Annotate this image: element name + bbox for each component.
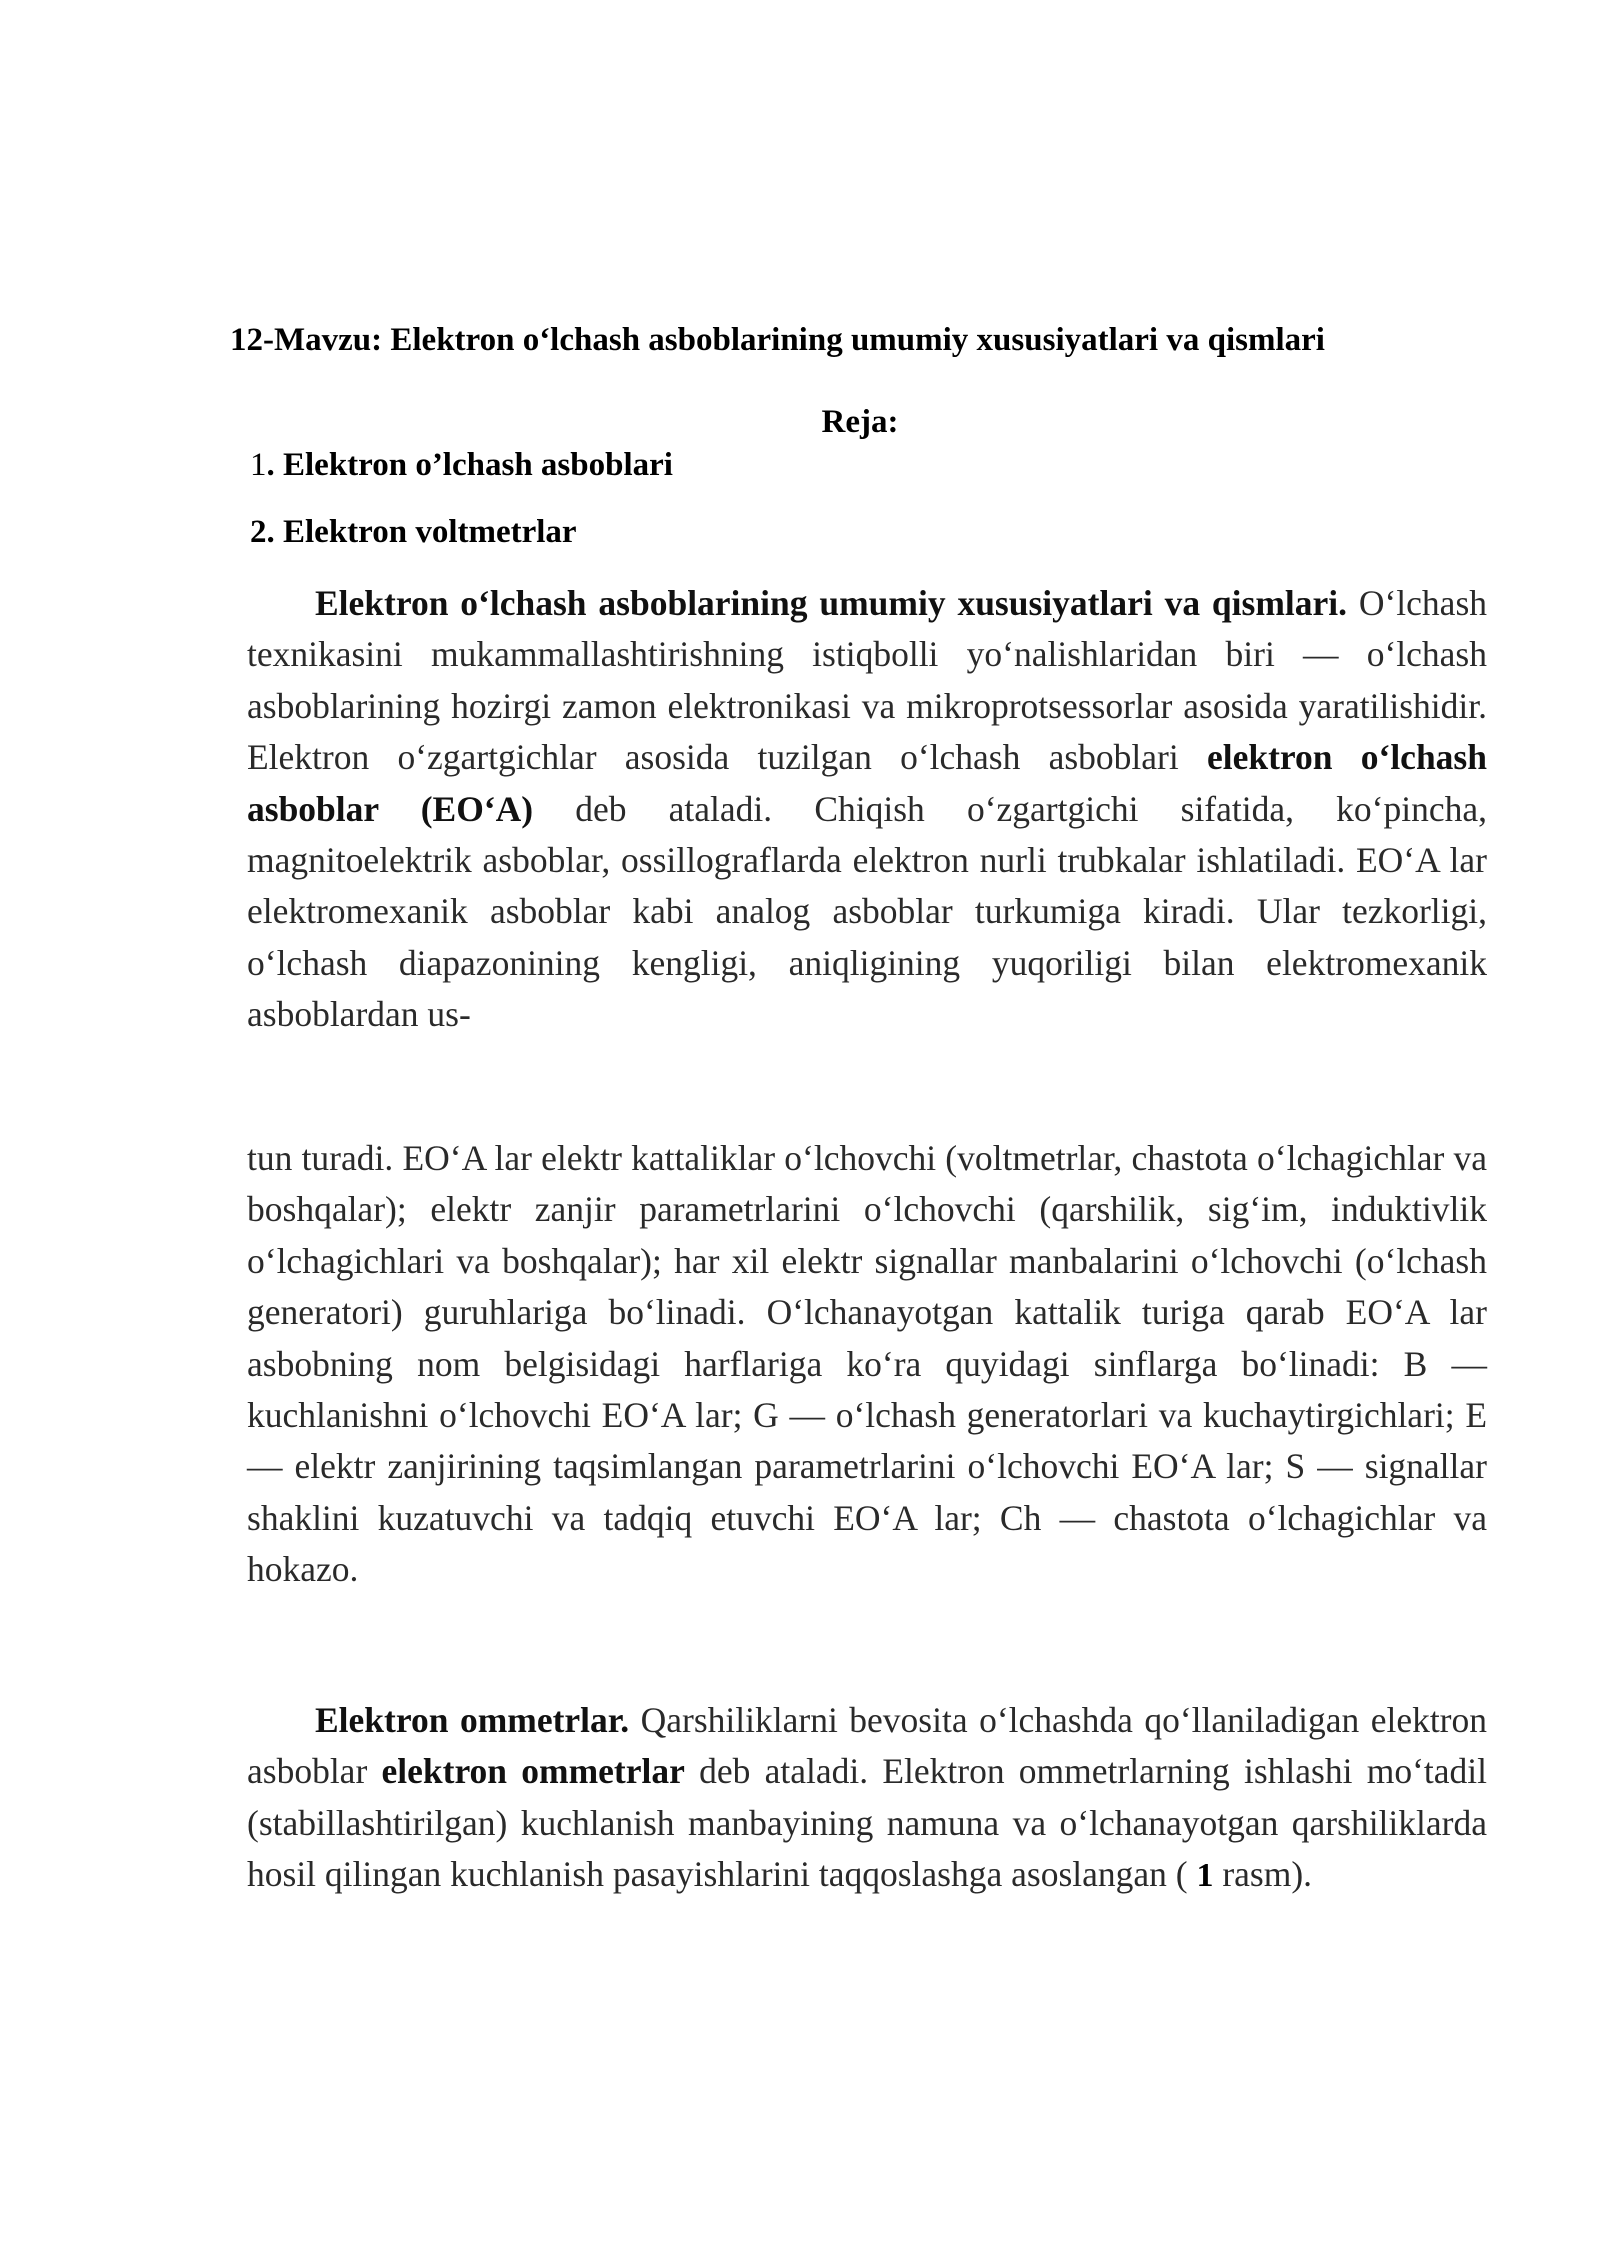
plan-item-number: 2. <box>250 514 275 550</box>
paragraph-text: deb ataladi. Chiqish o‘zgartgichi sifatida, ko‘pincha, magnitoelektrik asboblar, ossillograflarda elektron nurli trubkalar ishlatiladi. EO‘A lar elektromexanik asboblar kabi analog asboblar turkumiga kiradi. Ular tezkorligi, o‘lchash diapazonining kengligi, aniqligining yuqoriligi bilan elektromexanik asboblardan us- <box>247 788 1487 1035</box>
section-heading: Elektron ommetrlar. <box>315 1700 630 1740</box>
section-paragraph <box>247 1695 1487 1902</box>
plan-item <box>250 514 577 551</box>
plan-item-text: Elektron voltmetrlar <box>274 514 577 550</box>
section-paragraph-continued <box>247 1133 1487 1596</box>
plan-item-text: . Elektron o’lchash asboblari <box>266 447 673 483</box>
key-term: elektron o‘lchash asboblar (EO‘A) <box>247 737 1487 829</box>
figure-reference: 1 <box>1196 1857 1214 1895</box>
plan-item <box>250 447 673 484</box>
key-term: elektron ommetrlar <box>381 1751 685 1792</box>
section-heading: Elektron o‘lchash asboblarining umumiy xususiyatlari va qismlari. <box>315 583 1348 623</box>
plan-item-number: 1 <box>250 447 267 483</box>
plan-heading: Reja: <box>821 404 899 440</box>
section-paragraph <box>247 578 1487 1041</box>
paragraph-text: Qarshiliklarni bevosita o‘lchashda qo‘llaniladigan elektron asboblar <box>247 1700 1488 1792</box>
paragraph-text: tun turadi. EO‘A lar elektr kattaliklar o‘lchovchi (voltmetrlar, chastota o‘lchagichlar va boshqalar); elektr zanjir parametrlarini o‘lchovchi (qarshilik, sig‘im, induktivlik o‘lchagichlari va boshqalar); har xil elektr signallar manbalarini o‘lchovchi (o‘lchash generatori) guruhlariga bo‘linadi. O‘lchanayotgan kattalik turiga qarab EO‘A lar asbobning nom belgisidagi harflariga ko‘ra quyidagi sinflarga bo‘linadi: B — kuchlanishni o‘lchovchi EO‘A lar; G — o‘lchash generatorlari va kuchaytirgichlari; E — elektr zanjirining taqsimlangan parametrlarini o‘lchovchi EO‘A lar; S — signallar shaklini kuzatuvchi va tadqiq etuvchi EO‘A lar; Ch — chastota o‘lchagichlar va hokazo. <box>247 1138 1487 1590</box>
paragraph-text: O‘lchash texnikasini mukammallashtirishning istiqbolli yo‘nalishlaridan biri — o‘lchash asboblarining hozirgi zamon elektronikasi va mikroprotsessorlar asosida yaratilishidir. Elektron o‘zgartgichlar asosida tuzilgan o‘lchash asboblari <box>247 583 1488 778</box>
paragraph-text: rasm). <box>1213 1854 1313 1895</box>
paragraph-text: deb ataladi. Elektron ommetrlarning ishlashi mo‘tadil (stabillashtirilgan) kuchlanish manbayining namuna va o‘lchanayotgan qarshiliklarda hosil qilingan kuchlanish pasayishlarini taqqoslashga asoslangan ( <box>247 1751 1487 1895</box>
document-title: 12-Mavzu: Elektron o‘lchash asboblarining umumiy xususiyatlari va qismlari <box>230 322 1325 358</box>
